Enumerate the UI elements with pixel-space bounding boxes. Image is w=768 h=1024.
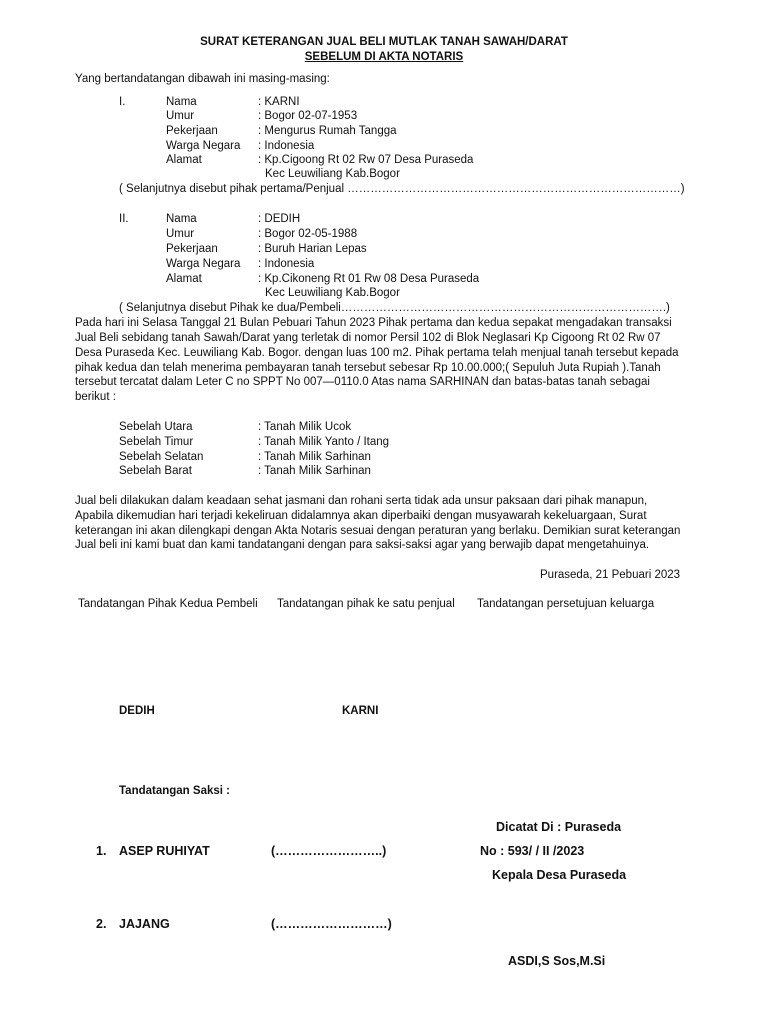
paragraph-two-line: Jual beli dilakukan dalam keadaan sehat jasmani dan rohani serta tidak ada unsur paksaan dari pihak manapun,	[75, 495, 648, 507]
paragraph-one-line: tersebut tercatat dalam Leter C no SPPT No 007—0110.0 Atas nama SARHINAN dan batas-batas tanah sebagai	[75, 376, 650, 388]
boundary-label: Sebelah Barat	[119, 465, 192, 477]
paragraph-two-line: Apabila dikemudian hari terjadi kekeliruan didalamnya akan diperbaiki dengan musyawarah kekeluargaan, Surat	[75, 510, 647, 522]
party-one-label: Nama	[166, 96, 197, 108]
witness-name: ASEP RUHIYAT	[119, 844, 210, 858]
paragraph-two-line: keterangan ini akan dilengkapi dengan Akta Notaris sesuai dengan peraturan yang berlaku. Demikian surat keterangan	[75, 525, 681, 537]
boundary-label: Sebelah Timur	[119, 436, 194, 448]
party-one-label: Pekerjaan	[166, 125, 218, 137]
witness-name: JAJANG	[119, 917, 170, 931]
signature-header-buyer: Tandatangan Pihak Kedua Pembeli	[78, 598, 258, 610]
party-one-note: ( Selanjutnya disebut pihak pertama/Penjual ……………………………………………………………………………)	[119, 183, 685, 195]
signature-header-family: Tandatangan persetujuan keluarga	[477, 598, 655, 610]
party-one-address-line2: Kec Leuwiliang Kab.Bogor	[265, 168, 400, 180]
party-two-note: ( Selanjutnya disebut Pihak ke dua/Pembeli………………………………………………………………………….)	[119, 302, 670, 314]
party-one-label: Alamat	[166, 154, 202, 166]
party-one-value: : Kp.Cigoong Rt 02 Rw 07 Desa Puraseda	[258, 154, 474, 166]
party-two-label: Warga Negara	[166, 258, 241, 270]
registry-official: ASDI,S Sos,M.Si	[508, 954, 606, 968]
paragraph-two-line: Jual beli ini kami buat dan kami tandatangani dengan para saksi-saksi agar yang berwajib dapat mengetahuinya.	[75, 539, 650, 551]
witness-title: Tandatangan Saksi :	[119, 785, 230, 797]
party-two-label: Nama	[166, 213, 197, 225]
registry-recorded: Dicatat Di : Puraseda	[496, 820, 622, 834]
paragraph-one-line: Pada hari ini Selasa Tanggal 21 Bulan Pebuari Tahun 2023 Pihak pertama dan kedua sepakat mengadakan transaksi	[75, 317, 672, 329]
paragraph-one-line: berikut :	[75, 391, 116, 403]
registry-head: Kepala Desa Puraseda	[492, 868, 627, 882]
boundary-value: : Tanah Milik Ucok	[258, 421, 352, 433]
boundary-value: : Tanah Milik Yanto / Itang	[258, 436, 390, 448]
witness-signature-line: (………………………)	[271, 917, 392, 931]
party-two-value: : DEDIH	[258, 213, 301, 225]
paragraph-one-line: pihak kedua dan telah menerima pembayaran tanah tersebut sebesar Rp 10.00.000;( Sepuluh Juta Rupiah ).Tanah	[75, 362, 661, 374]
party-two-value: : Buruh Harian Lepas	[258, 243, 367, 255]
party-one-value: : Bogor 02-07-1953	[258, 110, 358, 122]
party-one-label: Warga Negara	[166, 140, 241, 152]
signer-seller-name: KARNI	[342, 705, 379, 717]
party-one-numeral: I.	[119, 96, 126, 108]
party-two-value: : Indonesia	[258, 258, 315, 270]
party-two-label: Umur	[166, 228, 195, 240]
witness-signature-line: (……………………..)	[271, 844, 387, 858]
party-two-label: Alamat	[166, 273, 202, 285]
document-title: SURAT KETERANGAN JUAL BELI MUTLAK TANAH SAWAH/DARAT	[200, 36, 568, 48]
witness-number: 2.	[96, 917, 107, 931]
signature-header-seller: Tandatangan pihak ke satu penjual	[277, 598, 455, 610]
registry-number: No : 593/ / II /2023	[480, 844, 585, 858]
document-subtitle: SEBELUM DI AKTA NOTARIS	[304, 51, 464, 63]
place-date: Puraseda, 21 Pebuari 2023	[540, 569, 681, 581]
boundary-value: : Tanah Milik Sarhinan	[258, 465, 371, 477]
paragraph-one-line: Desa Puraseda Kec. Leuwiliang Kab. Bogor. dengan luas 100 m2. Pihak pertama telah menjual tanah tersebut kepada	[75, 347, 679, 359]
signer-buyer-name: DEDIH	[119, 705, 155, 717]
party-two-label: Pekerjaan	[166, 243, 218, 255]
party-one-value: : Indonesia	[258, 140, 315, 152]
party-two-numeral: II.	[119, 213, 129, 225]
party-two-value: : Bogor 02-05-1988	[258, 228, 358, 240]
party-one-label: Umur	[166, 110, 195, 122]
party-one-value: : KARNI	[258, 96, 300, 108]
party-two-address-line2: Kec Leuwiliang Kab.Bogor	[265, 287, 400, 299]
party-two-value: : Kp.Cikoneng Rt 01 Rw 08 Desa Puraseda	[258, 273, 480, 285]
party-one-value: : Mengurus Rumah Tangga	[258, 125, 397, 137]
boundary-value: : Tanah Milik Sarhinan	[258, 451, 371, 463]
paragraph-one-line: Jual Beli sebidang tanah Sawah/Darat yang terletak di nomor Persil 102 di Blok Neglasari Kp Cigoong Rt 02 Rw 07	[75, 332, 661, 344]
intro-text: Yang bertandatangan dibawah ini masing-masing:	[75, 73, 330, 85]
boundary-label: Sebelah Selatan	[119, 451, 204, 463]
witness-number: 1.	[96, 844, 107, 858]
boundary-label: Sebelah Utara	[119, 421, 193, 433]
